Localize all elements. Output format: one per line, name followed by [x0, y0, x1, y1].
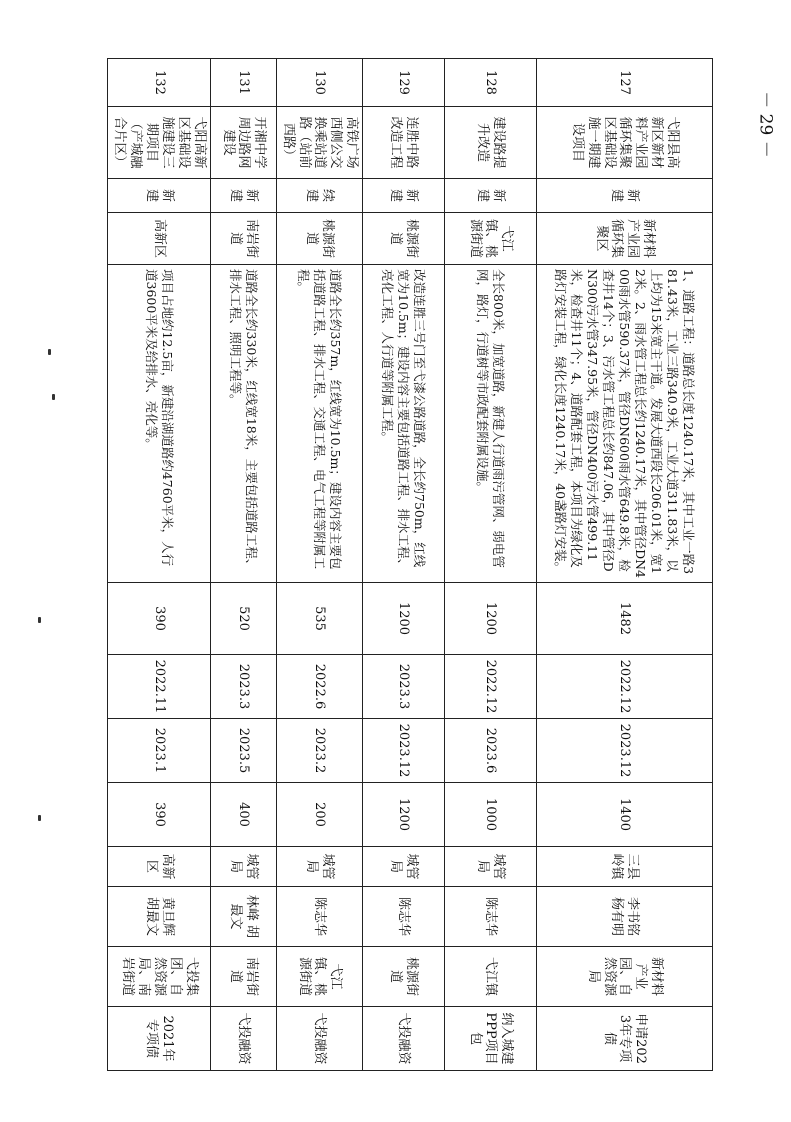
responsible-department: 弋投集团、自然资源局、南岩街道	[108, 947, 211, 1007]
project-location: 南岩街道	[211, 213, 277, 265]
end-date: 2023.12	[537, 719, 713, 783]
responsible-department: 新材料产业园、自然资源局	[537, 947, 713, 1007]
project-content: 1、道路工程：道路总长度1240.17米，其中工业一路381.43米，工业三路340.9米，工业大道311.83米，以上均为15米宽主干道。发展大道西段长206.01米，宽12米。2、雨水管工程总长约1240.17米，其中管径DN400雨水管590.37米，管径DN600雨水管649.8米，检查井14个；3、污水管工程总长约847.06，其中管径DN300污水管347.95米，管径DN400污水管499.11米，检查井11个；4、道路配套工程，本项目为绿化及路灯安装工程，绿化长度1240.17米，40盏路灯安装。	[537, 265, 713, 583]
table-row	[537, 59, 713, 1071]
funding-source: 弋投融资	[211, 1007, 277, 1071]
start-date: 2022.11	[108, 655, 211, 719]
end-date: 2023.12	[363, 719, 445, 783]
table-body	[108, 59, 713, 1071]
annual-investment: 400	[211, 783, 277, 847]
county-leaders: 李书铭 杨有明	[537, 887, 713, 947]
project-location: 新材料产业园循环集聚区	[537, 213, 713, 265]
construction-type: 新建	[108, 179, 211, 213]
row-number: 128	[445, 59, 537, 107]
construction-type: 新建	[537, 179, 713, 213]
total-investment: 1200	[363, 583, 445, 655]
table-row	[108, 59, 211, 1071]
county-leaders: 黄旦辉 胡最文	[108, 887, 211, 947]
county-leaders: 林峰 胡最文	[211, 887, 277, 947]
annual-investment: 200	[277, 783, 363, 847]
project-content: 改造连胜三号门至弋漆公路道路，全长约750m，红线宽为10.5m；建设内容主要包括道路工程、排水工程、亮化工程、人行道等附属工程。	[363, 265, 445, 583]
table-row	[277, 59, 363, 1071]
row-number: 129	[363, 59, 445, 107]
table-row	[211, 59, 277, 1071]
responsible-unit: 城管局	[445, 847, 537, 887]
responsible-unit: 三县岭镇	[537, 847, 713, 887]
total-investment: 1200	[445, 583, 537, 655]
construction-type: 新建	[211, 179, 277, 213]
responsible-unit: 高新区	[108, 847, 211, 887]
scan-mark	[38, 617, 41, 623]
start-date: 2022.6	[277, 655, 363, 719]
project-name: 弋阳县高新区新材料产业园循环集聚区基础设施一期建设项目	[537, 107, 713, 179]
start-date: 2022.12	[445, 655, 537, 719]
project-name: 开湘中学周边路网建设	[211, 107, 277, 179]
scan-mark	[38, 815, 41, 821]
scan-mark	[48, 349, 51, 355]
construction-type: 新建	[445, 179, 537, 213]
start-date: 2023.3	[363, 655, 445, 719]
end-date: 2023.6	[445, 719, 537, 783]
project-table-rotated	[108, 58, 713, 1070]
project-name: 高铁广场西侧公交换乘站道路（站前西路）	[277, 107, 363, 179]
end-date: 2023.1	[108, 719, 211, 783]
county-leaders: 陈志华	[363, 887, 445, 947]
funding-source: 纳入城建PPP项目包	[445, 1007, 537, 1071]
annual-investment: 1400	[537, 783, 713, 847]
total-investment: 535	[277, 583, 363, 655]
responsible-department: 弋江镇、桃源街道	[277, 947, 363, 1007]
project-location: 桃源街道	[277, 213, 363, 265]
project-location: 高新区	[108, 213, 211, 265]
funding-source: 弋投融资	[277, 1007, 363, 1071]
project-location: 桃源街道	[363, 213, 445, 265]
row-number: 132	[108, 59, 211, 107]
project-name: 建设路提升改造	[445, 107, 537, 179]
annual-investment: 1200	[363, 783, 445, 847]
total-investment: 390	[108, 583, 211, 655]
end-date: 2023.2	[277, 719, 363, 783]
responsible-department: 南岩街道	[211, 947, 277, 1007]
project-name: 连胜中路改造工程	[363, 107, 445, 179]
responsible-unit: 城管局	[211, 847, 277, 887]
responsible-department: 弋江镇	[445, 947, 537, 1007]
project-content: 道路全长约357m，红线宽为10.5m；建设内容主要包括道路工程、排水工程、交通工程、电气工程等附属工程。	[277, 265, 363, 583]
funding-source: 申请2023年专项债	[537, 1007, 713, 1071]
end-date: 2023.5	[211, 719, 277, 783]
start-date: 2023.3	[211, 655, 277, 719]
project-location: 弋江镇、桃源街道	[445, 213, 537, 265]
responsible-unit: 城管局	[363, 847, 445, 887]
start-date: 2022.12	[537, 655, 713, 719]
row-number: 130	[277, 59, 363, 107]
annual-investment: 390	[108, 783, 211, 847]
county-leaders: 陈志华	[445, 887, 537, 947]
construction-type: 新建	[363, 179, 445, 213]
funding-source: 2021年专项债	[108, 1007, 211, 1071]
project-name: 弋阳高新区基础设施建设三期项目（产城融合片区）	[108, 107, 211, 179]
table-row	[363, 59, 445, 1071]
county-leaders: 陈志华	[277, 887, 363, 947]
total-investment: 1482	[537, 583, 713, 655]
funding-source: 弋投融资	[363, 1007, 445, 1071]
row-number: 131	[211, 59, 277, 107]
project-table	[107, 58, 713, 1071]
total-investment: 520	[211, 583, 277, 655]
annual-investment: 1000	[445, 783, 537, 847]
construction-type: 续建	[277, 179, 363, 213]
scan-mark	[52, 394, 55, 400]
responsible-unit: 城管局	[277, 847, 363, 887]
table-row	[445, 59, 537, 1071]
page-number: － 29 －	[755, 91, 776, 158]
row-number: 127	[537, 59, 713, 107]
project-content: 项目占地约12.5亩，新建沿湖道路约4760平米，人行道3600平米及给排水、亮化等。	[108, 265, 211, 583]
project-content: 全长800米，加宽道路，新建人行道雨污管网、弱电管网，路灯，行道树等市政配套附属设施。	[445, 265, 537, 583]
project-content: 道路全长约330米，红线宽18米，主要包括道路工程、排水工程、照明工程等。	[211, 265, 277, 583]
responsible-department: 桃源街道	[363, 947, 445, 1007]
